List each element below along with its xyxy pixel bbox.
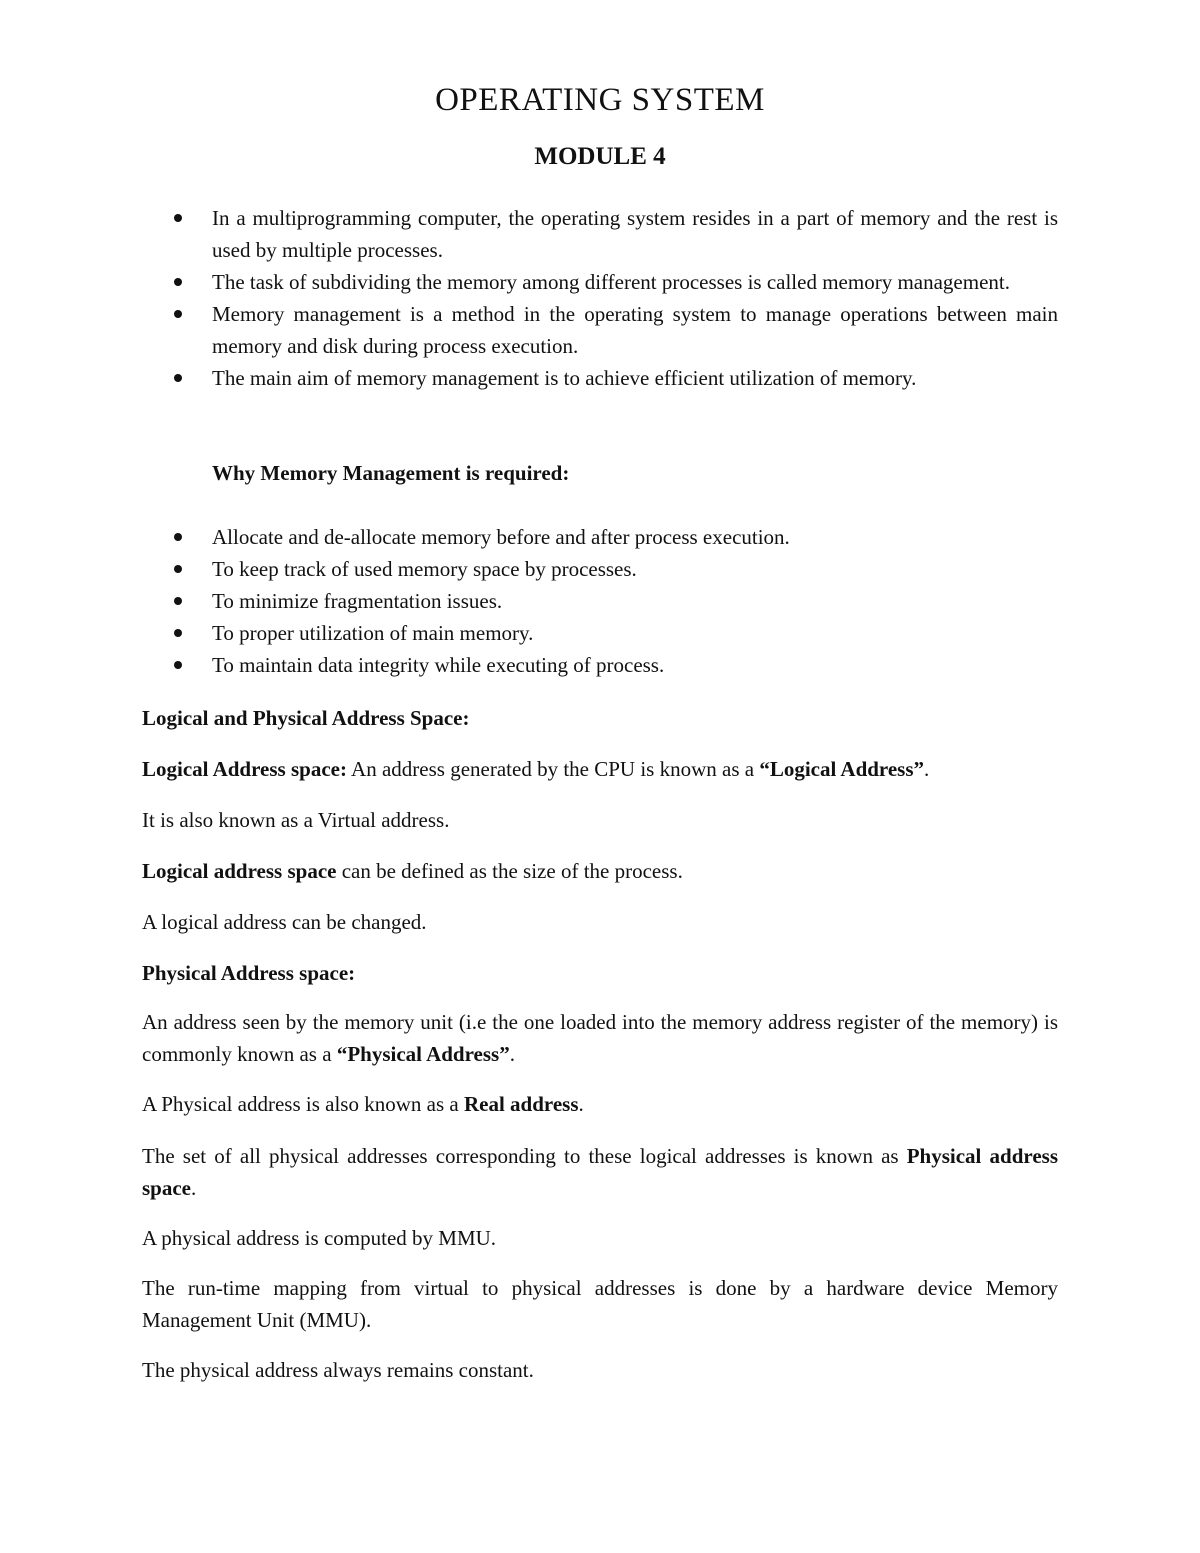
list-item: To maintain data integrity while executing of process. [212, 649, 1058, 681]
module-heading: MODULE 4 [534, 143, 666, 170]
list-item: The main aim of memory management is to achieve efficient utilization of memory. [212, 362, 1058, 394]
virtual-note: It is also known as a Virtual address. [142, 808, 450, 832]
real-address-note: A Physical address is also known as a Real address. [142, 1092, 584, 1116]
document-title: OPERATING SYSTEM [435, 82, 765, 118]
list-item: Allocate and de-allocate memory before and after process execution. [212, 521, 1058, 553]
runtime-mapping-note: The run-time mapping from virtual to physical addresses is done by a hardware device Memory Management Unit (MMU). [142, 1276, 1058, 1332]
list-item: In a multiprogramming computer, the operating system resides in a part of memory and the rest is used by multiple processes. [212, 202, 1058, 266]
logical-changed-note: A logical address can be changed. [142, 910, 427, 934]
mmu-note: A physical address is computed by MMU. [142, 1226, 497, 1250]
section-heading: Logical and Physical Address Space: [142, 706, 470, 730]
logical-label: Logical Address space: [142, 757, 347, 781]
why-heading: Why Memory Management is required: [212, 461, 570, 485]
logical-size-note: Logical address space can be defined as the size of the process. [142, 859, 683, 883]
why-bullet-list [212, 521, 1058, 681]
physical-heading: Physical Address space: [142, 961, 356, 985]
list-item: The task of subdividing the memory among different processes is called memory management. [212, 266, 1058, 298]
list-item: To minimize fragmentation issues. [212, 585, 1058, 617]
logical-definition: Logical Address space: An address generated by the CPU is known as a “Logical Address”. [142, 757, 930, 781]
physical-definition: An address seen by the memory unit (i.e the one loaded into the memory address register of the memory) is commonly known as a “Physical Address”. [142, 1010, 1058, 1066]
physical-space-note: The set of all physical addresses corresponding to these logical addresses is known as Physical address space. [142, 1144, 1058, 1200]
constant-note: The physical address always remains constant. [142, 1358, 534, 1382]
list-item: To proper utilization of main memory. [212, 617, 1058, 649]
list-item: Memory management is a method in the operating system to manage operations between main memory and disk during process execution. [212, 298, 1058, 362]
intro-bullet-list [212, 202, 1058, 394]
list-item: To keep track of used memory space by processes. [212, 553, 1058, 585]
